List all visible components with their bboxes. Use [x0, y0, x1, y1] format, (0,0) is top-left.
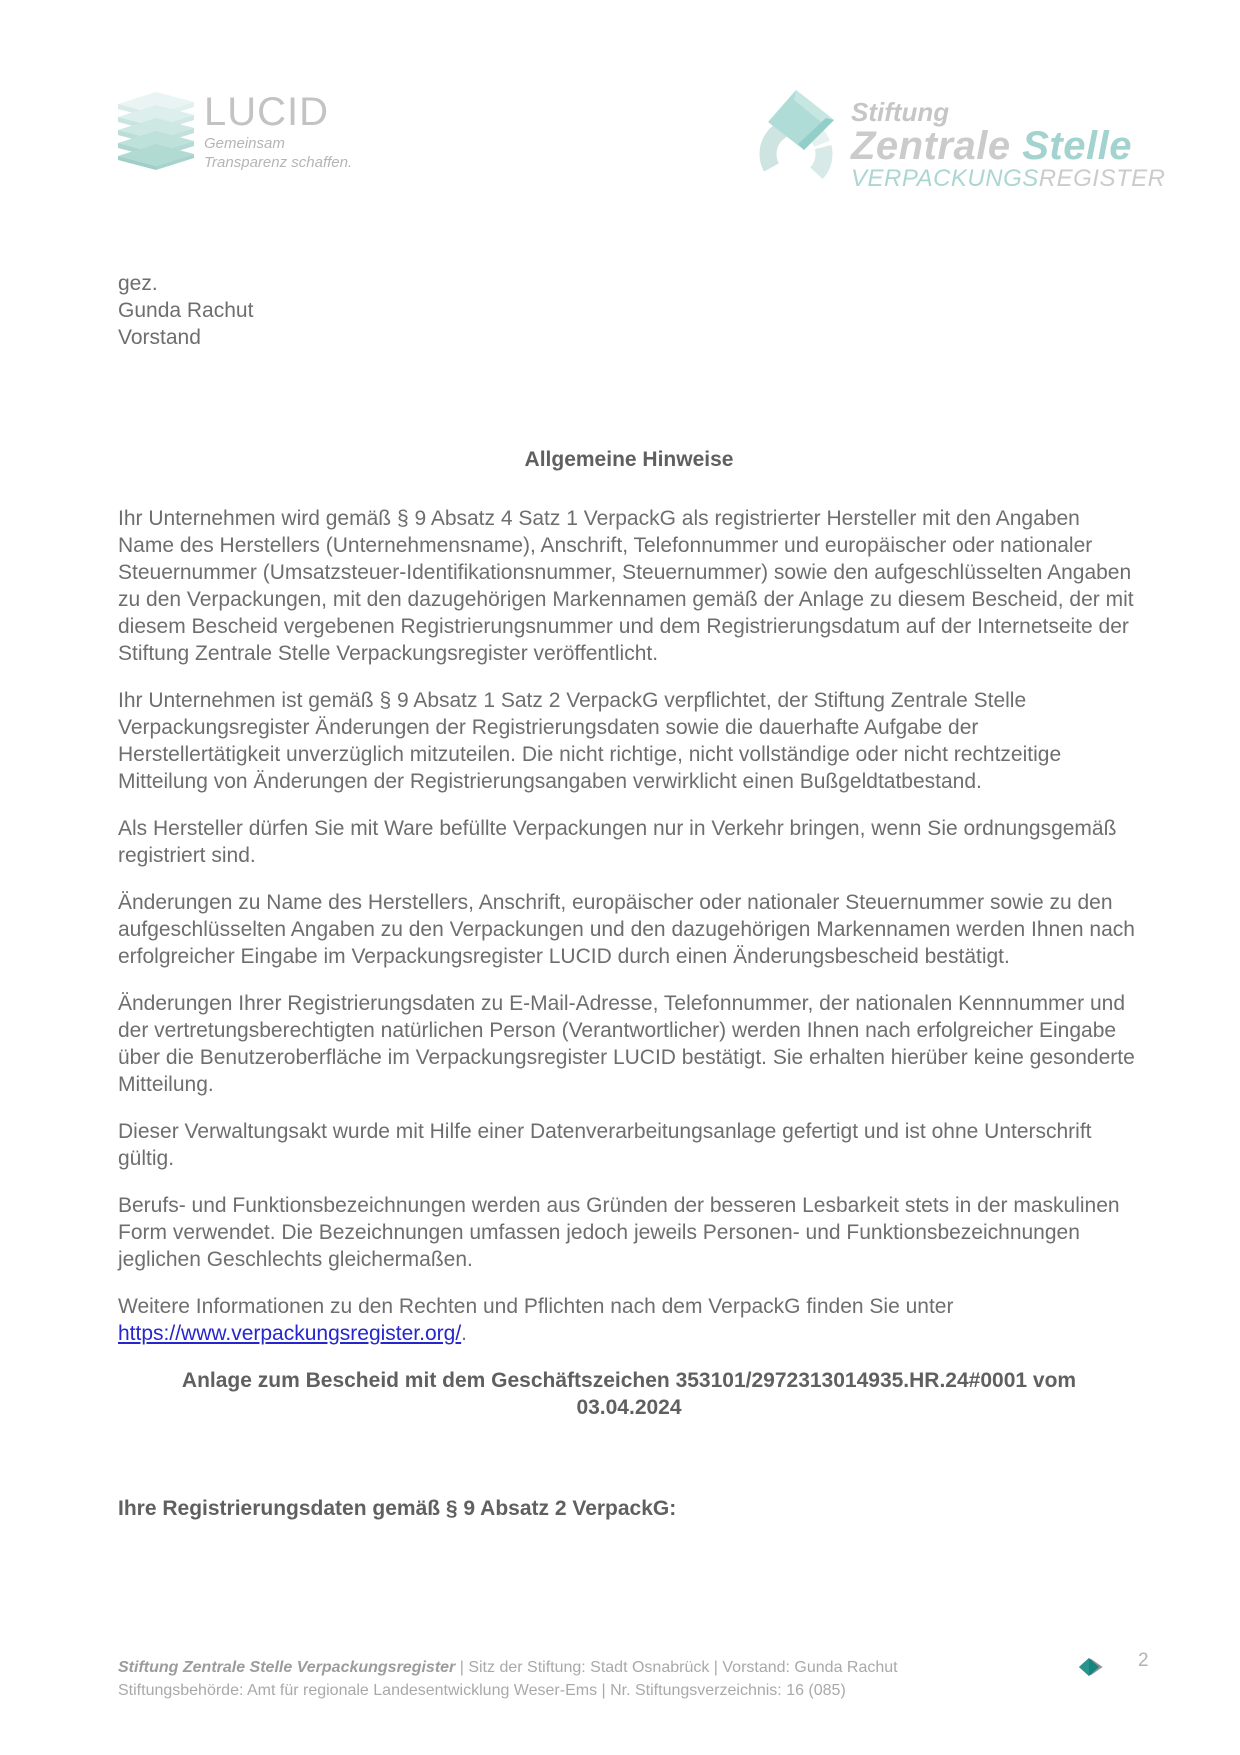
lucid-tagline-line1: Gemeinsam [204, 135, 285, 152]
lucid-logo [116, 86, 352, 172]
body-paragraph: Als Hersteller dürfen Sie mit Ware befüllte Verpackungen nur in Verkehr bringen, wenn Sie ordnungsgemäß registriert sind. [118, 817, 1117, 867]
anlage-heading-line1: Anlage zum Bescheid mit dem Geschäftszeichen 353101/2972313014935.HR.24#0001 vom [181, 1369, 1077, 1392]
zsvr-stiftung-label: Stiftung [851, 97, 950, 127]
section-heading: Allgemeine Hinweise [524, 448, 734, 471]
body-paragraph-with-link [118, 1293, 1140, 1347]
body-paragraph: Berufs- und Funktionsbezeichnungen werden aus Gründen der besseren Lesbarkeit stets in der maskulinen Form verwendet. Die Bezeichnungen umfassen jedoch jeweils Personen- und Funktionsbezeichnungen jeglichen Geschlechts gleichermaßen. [118, 1194, 1120, 1271]
letter-body [118, 446, 1140, 1522]
registration-data-heading: Ihre Registrierungsdaten gemäß § 9 Absatz 2 VerpackG: [118, 1497, 677, 1520]
body-paragraph: Änderungen Ihrer Registrierungsdaten zu E-Mail-Adresse, Telefonnummer, der nationalen Kennnummer und der vertretungsberechtigten natürlichen Person (Verantwortlicher) werden Ihnen nach erfolgreicher Eingabe über die Benutzeroberfläche im Verpackungsregister LUCID bestätigt. Sie erhalten hierüber keine gesonderte Mitteilung. [118, 992, 1135, 1096]
verpackungsregister-link[interactable]: https://www.verpackungsregister.org/ [118, 1322, 462, 1345]
page-footer [118, 1656, 948, 1702]
anlage-heading-line2: 03.04.2024 [576, 1396, 682, 1419]
zsvr-stelle-label: Stelle [1022, 124, 1132, 168]
body-paragraph: Ihr Unternehmen wird gemäß § 9 Absatz 4 Satz 1 VerpackG als registrierter Hersteller mit den Angaben Name des Herstellers (Unternehmensname), Anschrift, Telefonnummer und europäischer oder nationaler Steuernummer (Umsatzsteuer-Identifikationsnummer, Steuernummer) sowie den aufgeschlüsselten Angaben zu den Verpackungen, mit den dazugehörigen Markennamen gemäß der Anlage zu diesem Bescheid, der mit diesem Bescheid vergebenen Registrierungsnummer und dem Registrierungsdatum auf der Internetseite der Stiftung Zentrale Stelle Verpackungsregister veröffentlicht. [118, 507, 1134, 665]
anlage-heading [118, 1367, 1140, 1421]
page-number: 2 [1138, 1650, 1149, 1671]
zsvr-zentrale-label: Zentrale [851, 124, 1011, 168]
footer-line2: Stiftungsbehörde: Amt für regionale Landesentwicklung Weser-Ems | Nr. Stiftungsverzeichnis: 16 (085) [118, 1682, 846, 1699]
zsvr-ring-icon [752, 88, 847, 196]
footer-diamond-icon [1078, 1656, 1104, 1683]
body-paragraph: Änderungen zu Name des Herstellers, Anschrift, europäischer oder nationaler Steuernummer sowie zu den aufgeschlüsselten Angaben zu den Verpackungen und den dazugehörigen Markennamen werden Ihnen nach erfolgreicher Eingabe im Verpackungsregister LUCID durch einen Änderungsbescheid bestätigt. [118, 891, 1135, 968]
lucid-layers-icon [116, 86, 196, 170]
link-paragraph-suffix: . [461, 1322, 468, 1345]
signature-role: Vorstand [118, 326, 201, 349]
footer-line1 [118, 1656, 948, 1679]
zsvr-logo [752, 88, 1165, 196]
zsvr-title [851, 126, 1165, 166]
lucid-title: LUCID [204, 90, 330, 134]
zsvr-verpackungs-label: VERPACKUNGS [851, 165, 1039, 192]
signature-name: Gunda Rachut [118, 299, 254, 322]
body-paragraph: Dieser Verwaltungsakt wurde mit Hilfe einer Datenverarbeitungsanlage gefertigt und ist ohne Unterschrift gültig. [118, 1120, 1092, 1170]
footer-org-name: Stiftung Zentrale Stelle Verpackungsregister [118, 1659, 456, 1676]
zsvr-register-label: REGISTER [1038, 165, 1166, 192]
zsvr-subtitle [851, 166, 1165, 192]
lucid-tagline-line2: Transparenz schaffen. [204, 154, 353, 171]
body-paragraph: Ihr Unternehmen ist gemäß § 9 Absatz 1 Satz 2 VerpackG verpflichtet, der Stiftung Zentrale Stelle Verpackungsregister Änderungen der Registrierungsdaten sowie die dauerhafte Aufgabe der Herstellertätigkeit unverzüglich mitzuteilen. Die nicht richtige, nicht vollständige oder nicht rechtzeitige Mitteilung von Änderungen der Registrierungsangaben verwirklicht einen Bußgeldtatbestand. [118, 689, 1062, 793]
footer-line1-rest: | Sitz der Stiftung: Stadt Osnabrück | Vorstand: Gunda Rachut [455, 1659, 898, 1676]
signature-gez: gez. [118, 272, 158, 295]
signature-block [118, 270, 253, 351]
link-paragraph-prefix: Weitere Informationen zu den Rechten und Pflichten nach dem VerpackG finden Sie unter [118, 1295, 954, 1318]
